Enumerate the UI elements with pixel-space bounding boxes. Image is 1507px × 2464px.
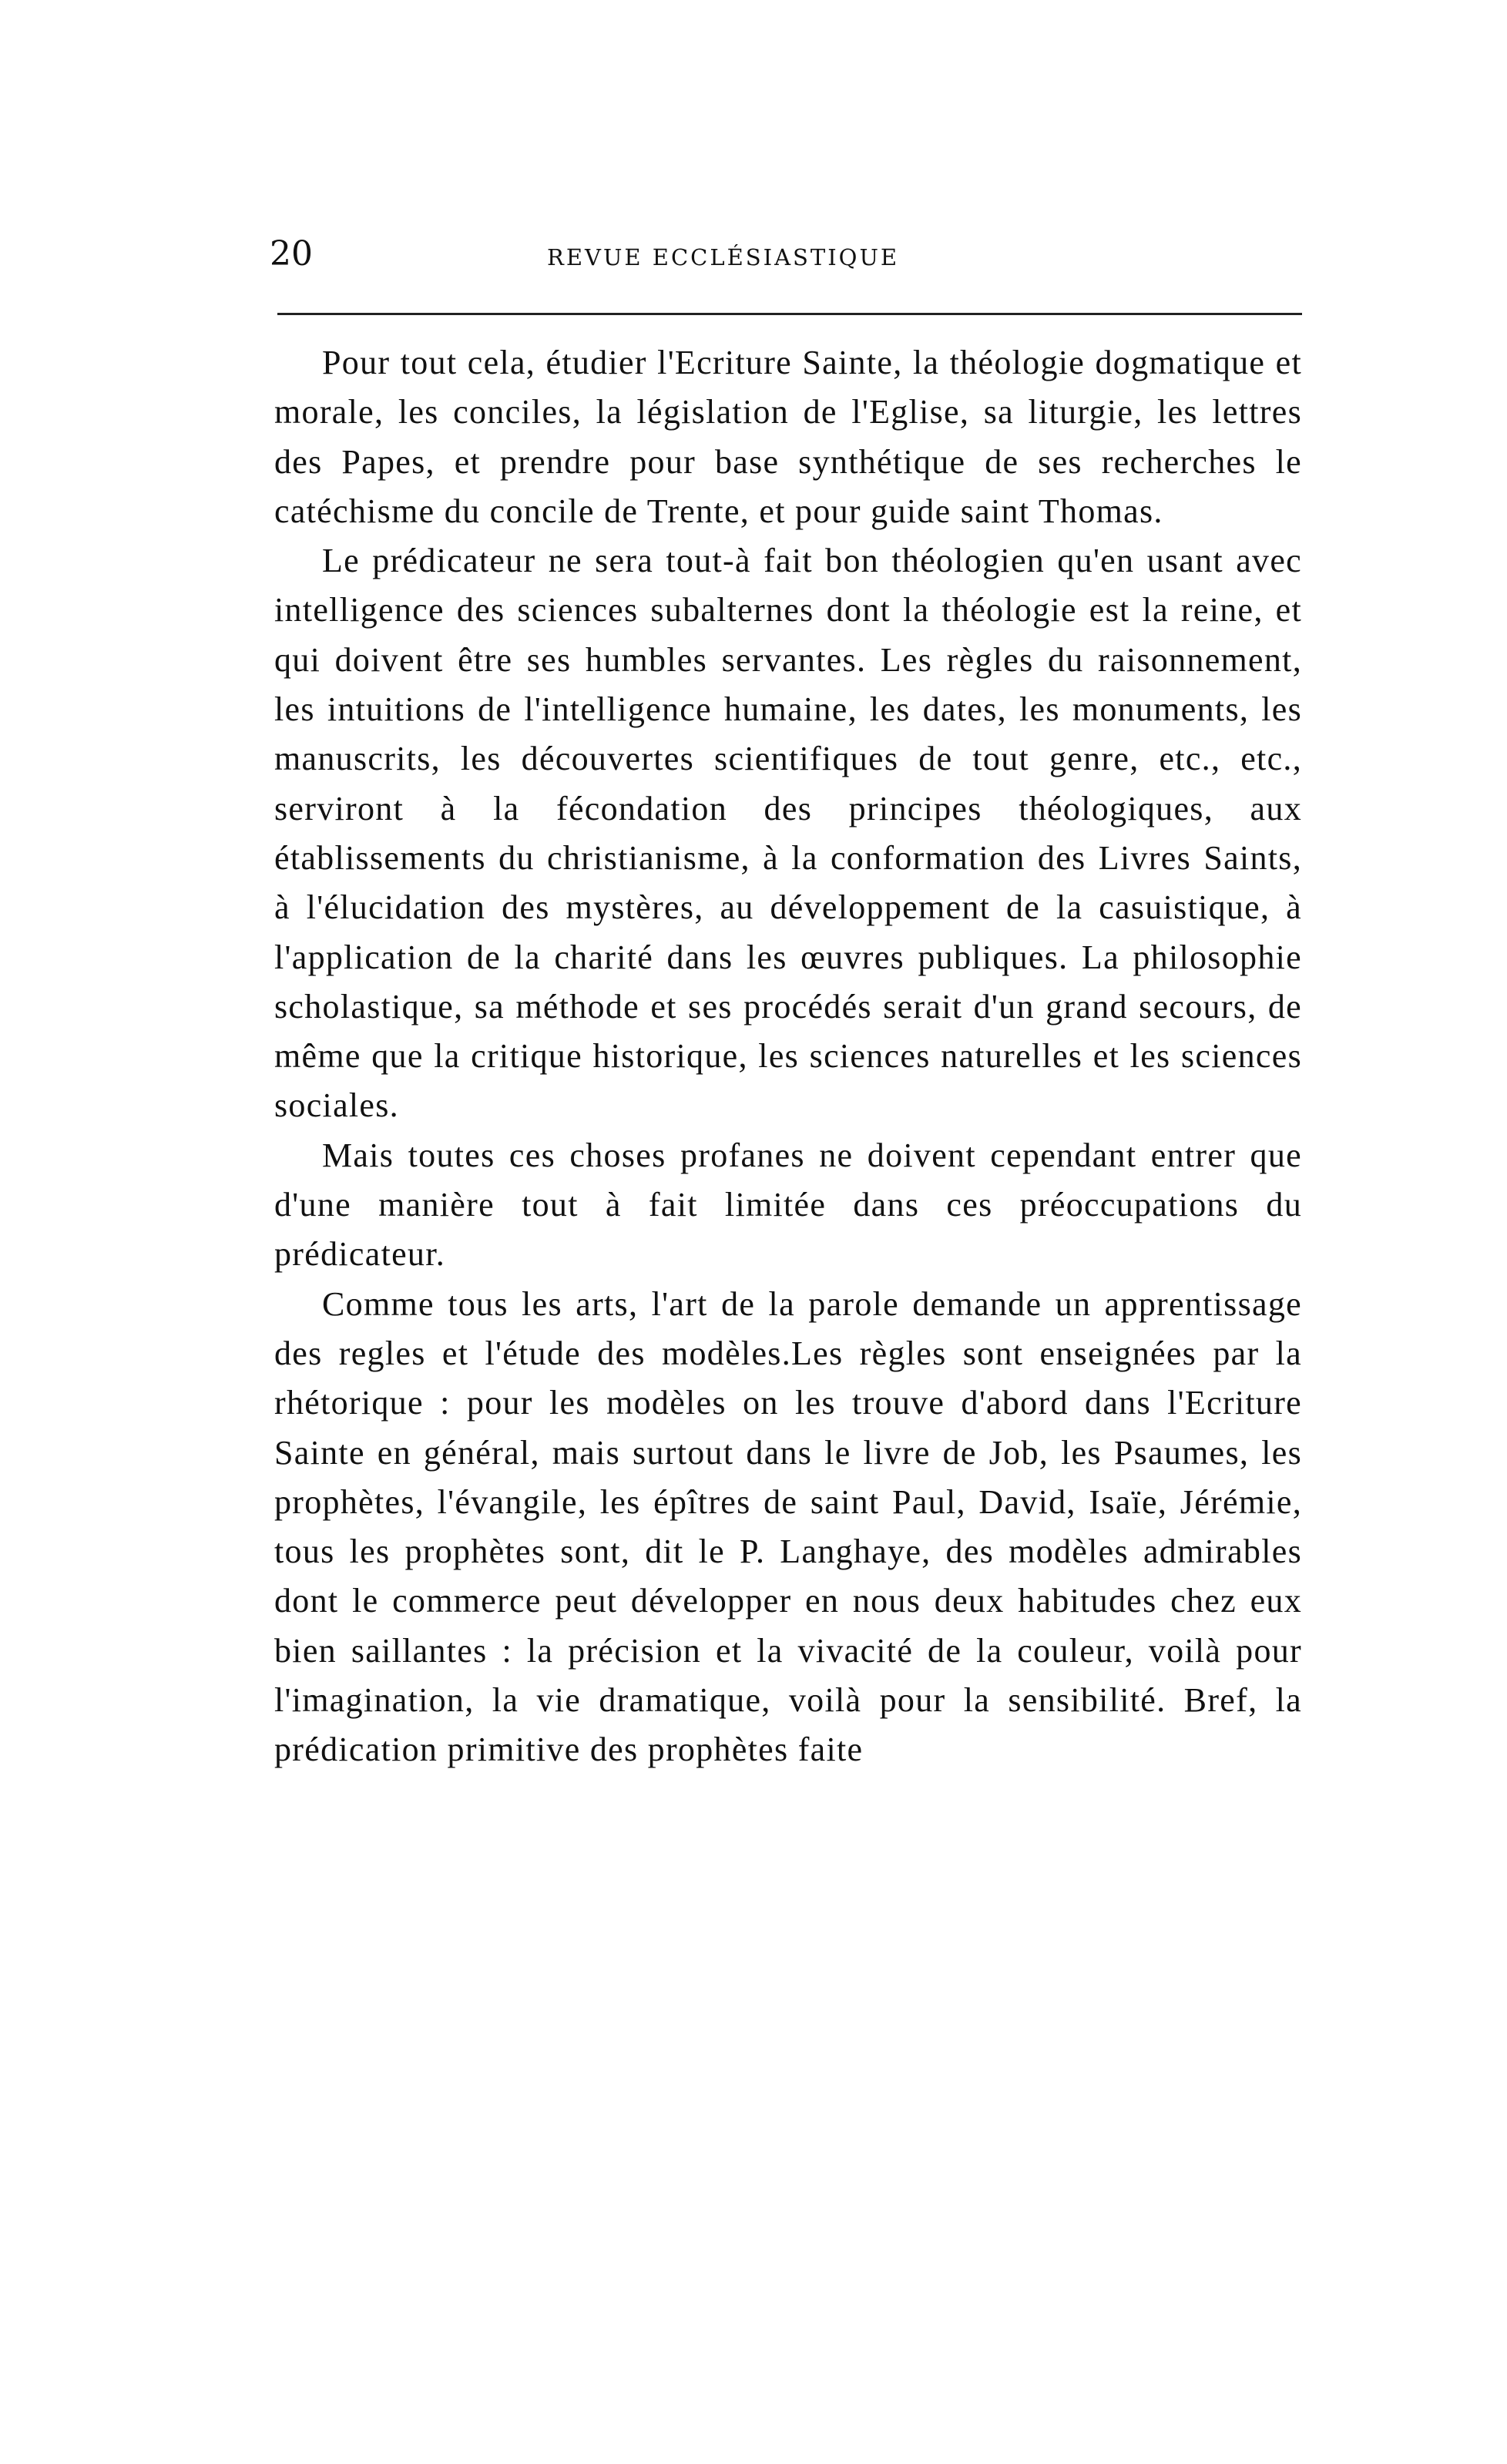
page-number: 20 (270, 234, 313, 274)
running-title: REVUE ECCLÉSIASTIQUE (547, 244, 900, 270)
header-rule (277, 313, 1302, 315)
paragraph: Comme tous les arts, l'art de la parole demande un apprentissage des regles et l'étude des modèles.Les règles sont enseignées par la rhétorique : pour les modèles on les trouve d'abord dans l'Ecriture Sainte en général, mais surtout dans le livre de Job, les Psaumes, les prophètes, l'évangile, les épîtres de saint Paul, David, Isaïe, Jérémie, tous les prophètes sont, dit le P. Langhaye, des modèles admirables dont le commerce peut développer en nous deux habitudes chez eux bien saillantes : la précision et la vivacité de la couleur, voilà pour l'imagination, la vie dramatique, voilà pour la sensibilité. Bref, la prédication primitive des prophètes faite (274, 1284, 1302, 1769)
body-text (274, 338, 1302, 1775)
page-header (270, 231, 1302, 285)
book-page (270, 231, 1302, 1775)
paragraph: Mais toutes ces choses profanes ne doivent cependant entrer que d'une manière tout à fait limitée dans ces préoccupations du prédicateur. (274, 1136, 1302, 1274)
paragraph: Pour tout cela, étudier l'Ecriture Sainte, la théologie dogmatique et morale, les conciles, la législation de l'Eglise, sa liturgie, les lettres des Papes, et prendre pour base synthétique de ses recherches le catéchisme du concile de Trente, et pour guide saint Thomas. (274, 344, 1302, 530)
paragraph: Le prédicateur ne sera tout-à fait bon théologien qu'en usant avec intelligence des sciences subalternes dont la théologie est la reine, et qui doivent être ses humbles servantes. Les règles du raisonnement, les intuitions de l'intelligence humaine, les dates, les monuments, les manuscrits, les découvertes scientifiques de tout genre, etc., etc., serviront à la fécondation des principes théologiques, aux établissements du christianisme, à la conformation des Livres Saints, à l'élucidation des mystères, au développement de la casuistique, à l'application de la charité dans les œuvres publiques. La philosophie scholastique, sa méthode et ses procédés serait d'un grand secours, de même que la critique historique, les sciences naturelles et les sciences sociales. (274, 542, 1302, 1125)
